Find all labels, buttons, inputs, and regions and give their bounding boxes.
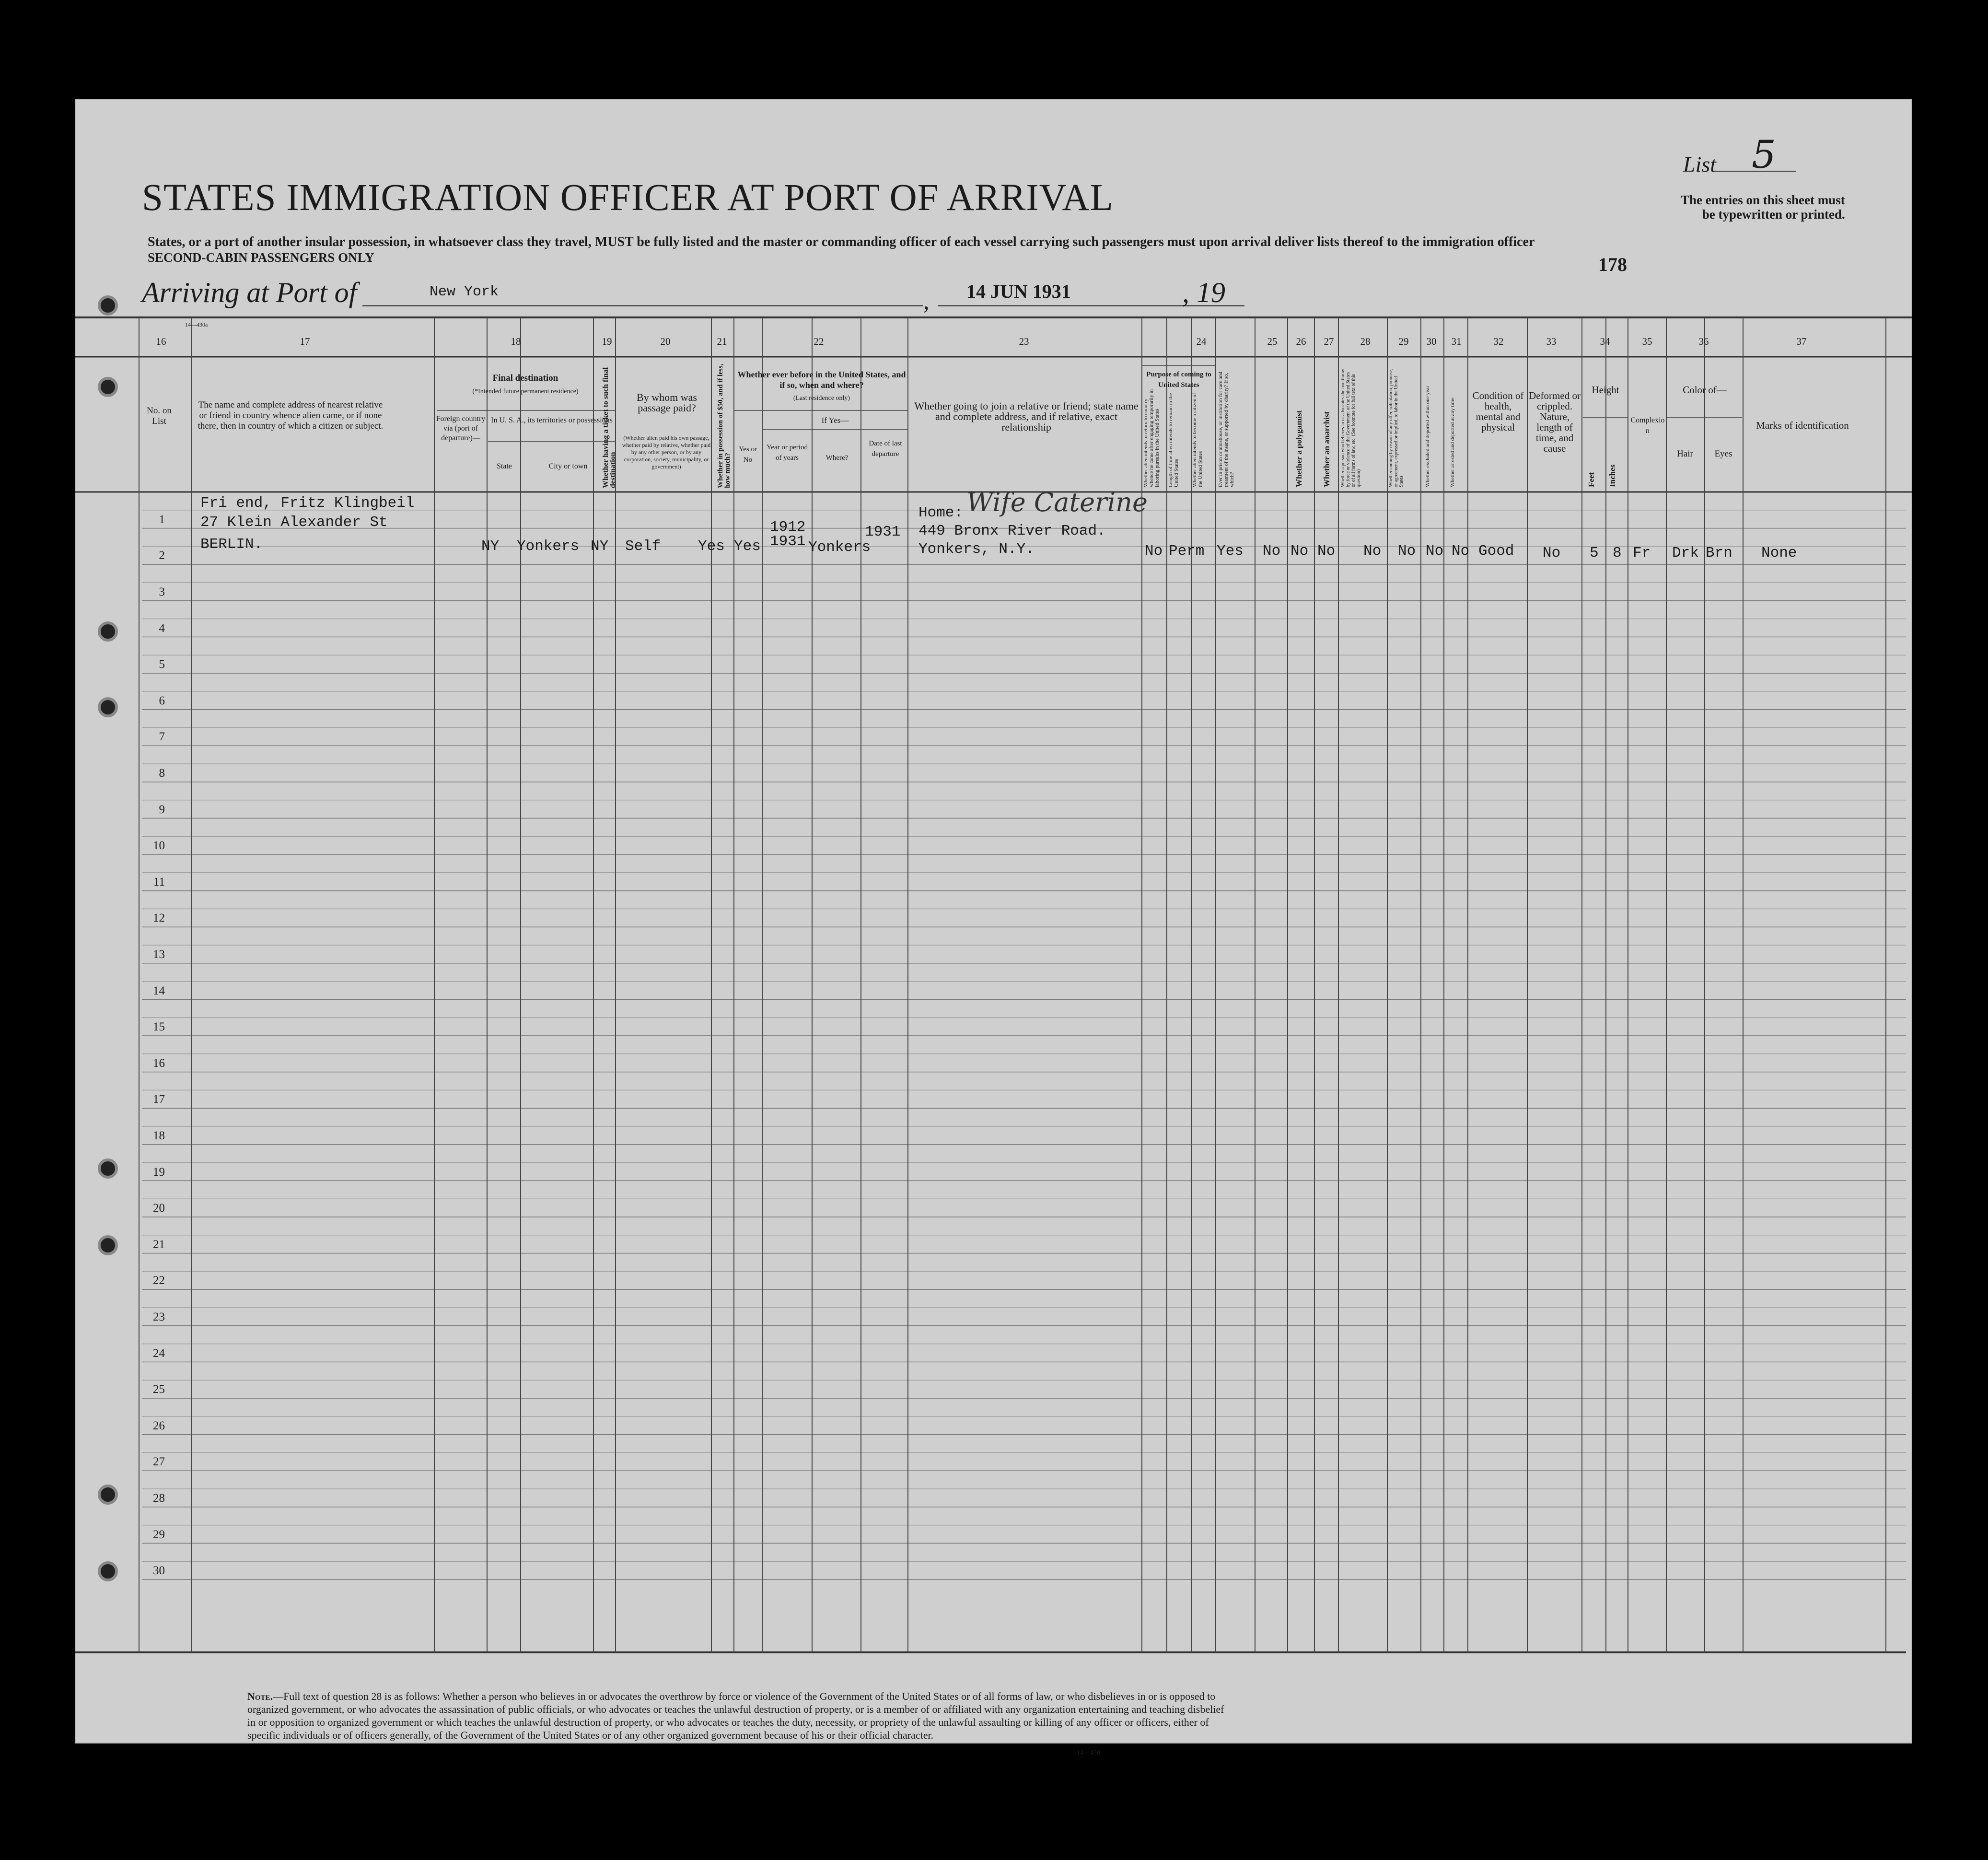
year-prefix: , 19 — [1182, 277, 1225, 308]
paid-by: Self — [625, 538, 661, 555]
header-labor-offer: Whether coming by reason of any offer, solicitation, promise, or agreement, expressed or implied, to labor in the United States — [1388, 369, 1404, 487]
row-number: 3 — [159, 585, 165, 598]
deformed: No — [1543, 545, 1561, 562]
list-number: 5 — [1752, 132, 1776, 177]
row-number: 26 — [153, 1419, 165, 1432]
row-number: 2 — [159, 549, 165, 562]
become-citizen: Yes — [1217, 543, 1244, 560]
length-of-stay: Perm — [1169, 543, 1205, 560]
header-date-departure: Date of last departure — [869, 440, 902, 458]
header-complexion: Complexion — [1630, 416, 1665, 435]
col-18: 18 — [511, 336, 521, 347]
row-number: 20 — [153, 1202, 165, 1215]
row-number: 13 — [153, 948, 165, 961]
join-line-3: Yonkers, N.Y. — [918, 541, 1035, 558]
sequence-number: 178 — [1598, 254, 1627, 275]
header-height: Height — [1592, 384, 1619, 396]
row-number: 21 — [153, 1238, 165, 1251]
years-2: 1931 — [770, 533, 806, 550]
complexion: Fr — [1633, 545, 1651, 562]
arriving-label: Arriving at Port of — [142, 277, 357, 308]
row-number: 12 — [153, 912, 165, 925]
header-feet: Feet — [1587, 472, 1596, 487]
relative-line-1: Fri end, Fritz Klingbeil — [200, 495, 415, 512]
row-number: 29 — [153, 1528, 165, 1541]
col-23: 23 — [1019, 336, 1029, 347]
row-number: 10 — [153, 839, 165, 853]
header-prison: Ever in prison or almshouse, or institution for care and treatment of the insane, or supported by charity? If so, which? — [1218, 372, 1235, 487]
header-in-usa: In U. S. A., its territories or possessions — [491, 416, 613, 424]
row-number: 30 — [153, 1564, 165, 1578]
header-no-on-list: No. on List — [147, 406, 172, 426]
header-health: Condition of health, mental and physical — [1472, 390, 1524, 433]
where: Yonkers — [808, 539, 871, 556]
header-yes-no: Yes or No — [738, 445, 757, 464]
relative-line-3: BERLIN. — [200, 536, 263, 553]
col-32: 32 — [1493, 336, 1504, 347]
cabin-class-line: SECOND-CABIN PASSENGERS ONLY — [148, 250, 374, 265]
row-number: 28 — [153, 1492, 165, 1505]
port-value: New York — [430, 284, 499, 300]
join-line-2: 449 Bronx River Road. — [918, 523, 1106, 539]
header-color-of: Color of— — [1683, 384, 1727, 396]
header-eyes: Eyes — [1714, 449, 1732, 459]
header-hair: Hair — [1677, 449, 1693, 459]
typewritten-note: The entries on this sheet must be typewritten or printed. — [1681, 193, 1845, 222]
join-line-1: Home: — [918, 504, 964, 521]
col-19: 19 — [602, 336, 612, 347]
polygamist: No — [1290, 543, 1309, 560]
header-polygamist: Whether a polygamist — [1294, 410, 1303, 487]
row-number: 7 — [159, 730, 165, 744]
ticket: NY — [591, 538, 609, 555]
form-ref: 14—430a — [185, 321, 208, 328]
header-marks: Marks of identification — [1756, 420, 1849, 431]
col-26: 26 — [1296, 336, 1306, 347]
header-deformed: Deformed or crippled. Nature, length of time, and cause — [1529, 390, 1581, 454]
handwritten-wife: Wife Caterine — [966, 487, 1148, 517]
labor-offer: No — [1398, 543, 1416, 560]
page-title: STATES IMMIGRATION OFFICER AT PORT OF ARRIVAL — [142, 177, 1114, 219]
eye-color: Brn — [1706, 545, 1732, 562]
header-where: Where? — [825, 454, 849, 462]
row-number: 18 — [153, 1129, 165, 1142]
q28: No — [1363, 543, 1382, 560]
col-36: 36 — [1698, 336, 1709, 347]
excluded: No — [1426, 543, 1444, 560]
col-20: 20 — [660, 336, 671, 347]
row-number: 16 — [153, 1056, 165, 1070]
col-25: 25 — [1267, 336, 1278, 347]
col-30: 30 — [1426, 336, 1437, 347]
row-number: 14 — [153, 984, 165, 997]
header-city: City or town — [548, 462, 588, 470]
health: Good — [1478, 543, 1514, 560]
header-q28: Whether a person who believes in or advocates the overthrow by force or violence of the Government of the United States or of all forms of law, etc. (See footnote for full text of this question) — [1340, 369, 1361, 487]
header-fifty-dollars: Whether in possession of $50, and if less, how much? — [717, 363, 732, 488]
header-arrested: Whether arrested and deported at any time — [1450, 398, 1455, 487]
header-relative: The name and complete address of nearest relative or friend in country whence alien came, or if none there, then in country of which a citizen or subject. — [198, 400, 384, 431]
dest-city: Yonkers — [517, 538, 580, 555]
col-31: 31 — [1451, 336, 1462, 347]
header-state: State — [497, 462, 512, 470]
identification-marks: None — [1761, 545, 1797, 562]
relative-line-2: 27 Klein Alexander St — [200, 514, 388, 531]
intends-return: No — [1145, 543, 1163, 560]
row-number: 6 — [159, 694, 165, 707]
row-number: 22 — [153, 1274, 165, 1287]
anarchist: No — [1317, 543, 1336, 560]
prison: No — [1263, 543, 1281, 560]
years-1: 1912 — [770, 519, 806, 536]
instructions-line: States, or a port of another insular possession, in whatsoever class they travel, MUST be fully listed and the master or commanding officer of each vessel carrying such passengers must upon arrival deliver lists thereof to the immigration officer — [148, 234, 1535, 249]
header-anarchist: Whether an anarchist — [1322, 411, 1331, 487]
header-before-in-us: Whether ever before in the United States, and if so, when and where? — [737, 370, 906, 390]
col-28: 28 — [1360, 336, 1371, 347]
height-inches: 8 — [1613, 545, 1622, 562]
row-number: 4 — [159, 621, 165, 635]
header-ticket: Whether having a ticket to such final destination — [602, 367, 617, 488]
header-join-relative: Whether going to join a relative or friend; state name and complete address, and if relative, exact relationship — [914, 400, 1139, 433]
header-excluded: Whether excluded and deported within one year — [1425, 386, 1430, 487]
col-29: 29 — [1398, 336, 1409, 347]
fifty-dollars: Yes — [698, 538, 725, 555]
row-number: 1 — [159, 513, 165, 526]
row-number: 23 — [153, 1310, 165, 1323]
dest-state: NY — [481, 538, 500, 555]
col-16: 16 — [156, 336, 166, 347]
col-35: 35 — [1642, 336, 1652, 347]
form-number: 14—430 — [1077, 1749, 1100, 1756]
footnote: Note.—Full text of question 28 is as follows: Whether a person who believes in or advocates the overthrow by force or violence of the Government of the United States or of all forms of law, or who disbelieves in or is opposed to organized government, or who advocates the assassination of public officials, or who advocates or teaches the unlawful destruction of property, or is a member of or affiliated with any organization entertaining and teaching disbelief in or opposition to organized government or which teaches the unlawful destruction of property, or who advocates or teaches the duty, necessity, or propriety of the unlawful assaulting or killing of any officer or officers, either of specific individuals or of officers generally, of the Government of the United States or of any other organized government because of his or their official character. — [247, 1690, 1224, 1741]
last-departure: 1931 — [865, 524, 901, 540]
col-21: 21 — [717, 336, 727, 347]
col-24: 24 — [1196, 336, 1207, 347]
col-33: 33 — [1546, 336, 1557, 347]
header-year-period: Year or period of years — [767, 444, 808, 462]
header-final-destination: Final destination — [492, 373, 558, 383]
row-number: 11 — [153, 875, 165, 889]
col-27: 27 — [1324, 336, 1334, 347]
col-22: 22 — [814, 336, 824, 347]
arrival-date: 14 JUN 1931 — [966, 281, 1071, 302]
row-number: 15 — [153, 1020, 165, 1034]
header-passage-paid: By whom was passage paid? — [637, 391, 697, 414]
header-foreign-country: Foreign country via (port of departure)— — [436, 415, 486, 442]
header-purpose: Purpose of coming to United States — [1146, 371, 1211, 389]
col-34: 34 — [1600, 336, 1610, 347]
row-number: 9 — [159, 803, 165, 816]
row-number: 19 — [153, 1165, 165, 1179]
before-yes-no: Yes — [734, 538, 761, 555]
col-37: 37 — [1796, 336, 1807, 347]
row-number: 5 — [159, 658, 165, 671]
height-feet: 5 — [1590, 545, 1599, 562]
manifest-grid — [75, 99, 1912, 1743]
arrested: No — [1452, 543, 1470, 560]
list-label: List — [1683, 152, 1717, 176]
row-number: 27 — [153, 1455, 165, 1469]
col-17: 17 — [300, 336, 310, 347]
row-number: 8 — [159, 767, 165, 780]
row-number: 17 — [153, 1093, 165, 1106]
manifest-sheet: List 5 The entries on this sheet must be typewritten or printed. 178 STATES IMMIGRATION OFFICER AT PORT OF ARRIVAL States, or a port of another insular possession, in whatsoever class they travel, MUST be fully listed and the master or commanding officer of each vessel carrying such passengers must upon arrival deliver lists thereof to the immigration officer SECOND-CABIN PASSENGERS ONLY Arriving at Port of New York , 14 JUN 1931 , 19 16 17 18 19 20 21 22 23 24 25 26 27 28 29 30 31 32 33 34 35 36 37 No. on List The name and complete address of nearest relative or friend in country whence alien came, or if none there, then in country of which a citizen or subject. Final destination (*Intended future permanent residence) Foreign country via (port of departure)— In U. S. A., its territories or possessions State City or town Whether having a ticket to such final destination By whom was passage paid? (Whether alien paid his own passage, whether paid by relative, whether paid by any other person, or by any corporation, society, municipality, or government) Whether in possession of $50, and if less, how much? Whether ever before in the United States, and if so, when and where? (Last residence only) If Yes— Yes or No Year or period of years Where? Date of last departure Whether going to join a relative or friend; state name and complete address, and if relative, exact relationship Purpose of coming to United States Whether alien intends to return to country whence he came after engaging temporarily in laboring pursuits in the United States Length of time alien intends to remain in the United States Whether alien intends to become a citizen of the United States Ever in prison or almshouse, or institution for care and treatment of the insane, or supported by charity? If so, which? Whether a polygamist Whether an anarchist Whether a person who believes in or advocates the overthrow by force or violence of the Government of the United States or of all forms of law, etc. (See footnote for full text of this question) Whether coming by reason of any offer, solicitation, promise, or agreement, expressed or implied, to labor in the United States Whether excluded and deported within one year Whether arrested and deported at any time Condition of health, mental and physical Deformed or crippled. Nature, length of time, and cause Height Feet Inches Complexion Color of— Hair Eyes Marks of identification 1 2 3 4 5 6 7 8 9 10 11 12 13 14 15 16 17 18 19 20 21 22 23 24 25 26 27 28 29 30 Fri end, Fritz Klingbeil 27 Klein Alexander St BERLIN. NY Yonkers NY Self Yes Yes 1912 1931 Yonkers 1931 Home: Wife Caterine 449 Bronx River Road. Yonkers, N.Y. No Perm Yes No No No No No No No Good No 5 8 Fr Drk Brn None Note.—Full text of question 28 is as follows: Whether a person who believes in or advocates the overthrow by force or violence of the Government of the United States or of all forms of law, or who disbelieves in or is opposed to organized government, or who advocates the assassination of public officials, or who advocates or teaches the unlawful destruction of property, or is a member of or affiliated with any organization entertaining and teaching disbelief in or opposition to organized government or which teaches the unlawful destruction of property, or who advocates or teaches the duty, necessity, or propriety of the unlawful assaulting or killing of any officer or officers, either of specific individuals or of officers generally, of the Government of the United States or of any other organized government because of his or their official character. 14—430 14—430a — [75, 99, 1912, 1743]
row-number: 24 — [153, 1346, 165, 1360]
header-inches: Inches — [1608, 464, 1617, 487]
row-number: 25 — [153, 1383, 165, 1396]
hair-color: Drk — [1672, 545, 1699, 562]
